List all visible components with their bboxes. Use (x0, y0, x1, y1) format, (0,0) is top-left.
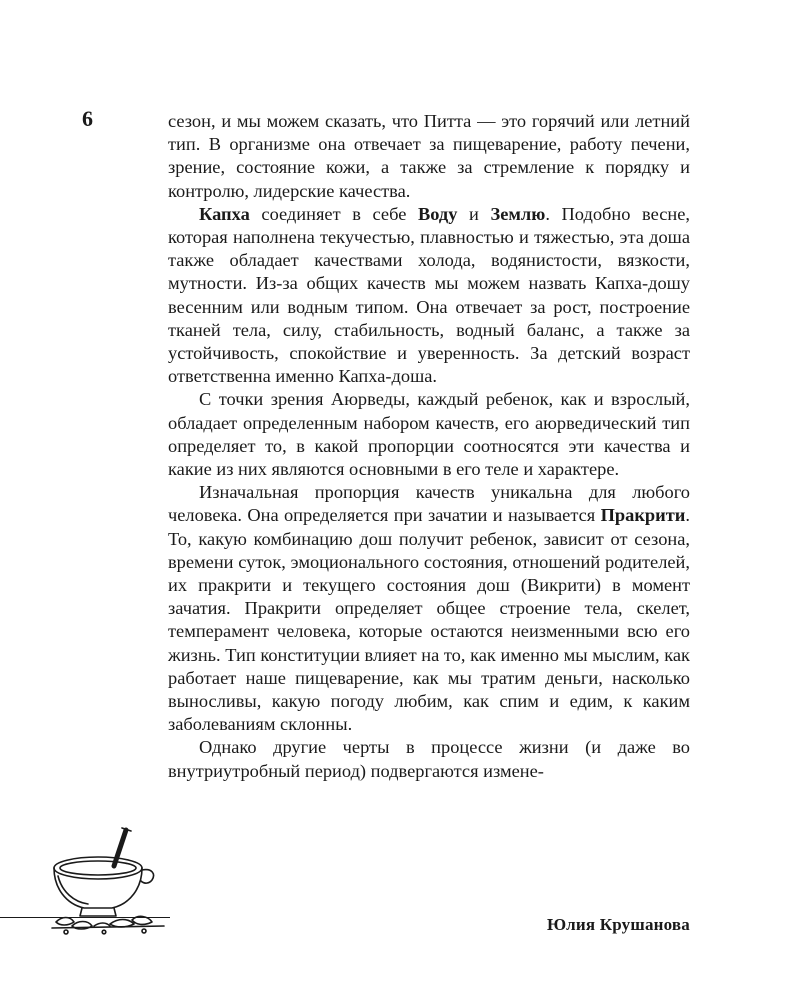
page-number: 6 (82, 106, 93, 131)
paragraph-4: Изначальная пропорция качеств уникальна для любого человека. Она определяется при зачатии и называется Пракрити. То, какую комбинацию дош получит ребенок, зависит от сезона, времени суток, эмоционального состояния, отношений родителей, их пракрити и текущего состояния дош (Викрити) в момент зачатия. Пракрити определяет общее строение тела, скелет, темперамент человека, которые остаются неизменными всю его жизнь. Тип конституции влияет на то, как именно мы мыслим, как работает наше пищеварение, как мы тратим деньги, насколько выносливы, какую погоду любим, как спим и едим, к каким заболеваниям склонны. (168, 482, 690, 735)
mortar-pestle-icon (48, 826, 168, 936)
paragraph-1: сезон, и мы можем сказать, что Питта — это горячий или летний тип. В организме она отвечает за пищеварение, работу печени, зрение, состояние кожи, а также за стремление к порядку и контролю, лидерские качества. (168, 111, 690, 201)
paragraph-5: Однако другие черты в процессе жизни (и даже во внутриутробный период) подвергаются измене- (168, 737, 690, 781)
term-prakriti: Пракрити (600, 505, 686, 526)
term-earth: Землю (490, 203, 546, 224)
body-text (168, 110, 690, 783)
paragraph-2: Капха соединяет в себе Воду и Землю. Подобно весне, которая наполнена текучестью, плавностью и тяжестью, эта доша также обладает качествами холода, водянистости, вязкости, мутности. Из-за общих качеств мы можем назвать Капха-дошу весенним или водным типом. Она отвечает за рост, построение тканей тела, силу, стабильность, водный баланс, а также за устойчивость, спокойствие и уверенность. За детский возраст ответственна именно Капха-доша. (168, 203, 691, 387)
paragraph-3: С точки зрения Аюрведы, каждый ребенок, как и взрослый, обладает определенным набором качеств, его аюрведический тип определяет то, в какой пропорции соотносятся эти качества и какие из них являются основными в его теле и характере. (168, 389, 690, 480)
term-water: Воду (418, 203, 458, 224)
term-kapha: Капха (199, 203, 250, 224)
footer-author: Юлия Крушанова (547, 915, 690, 934)
